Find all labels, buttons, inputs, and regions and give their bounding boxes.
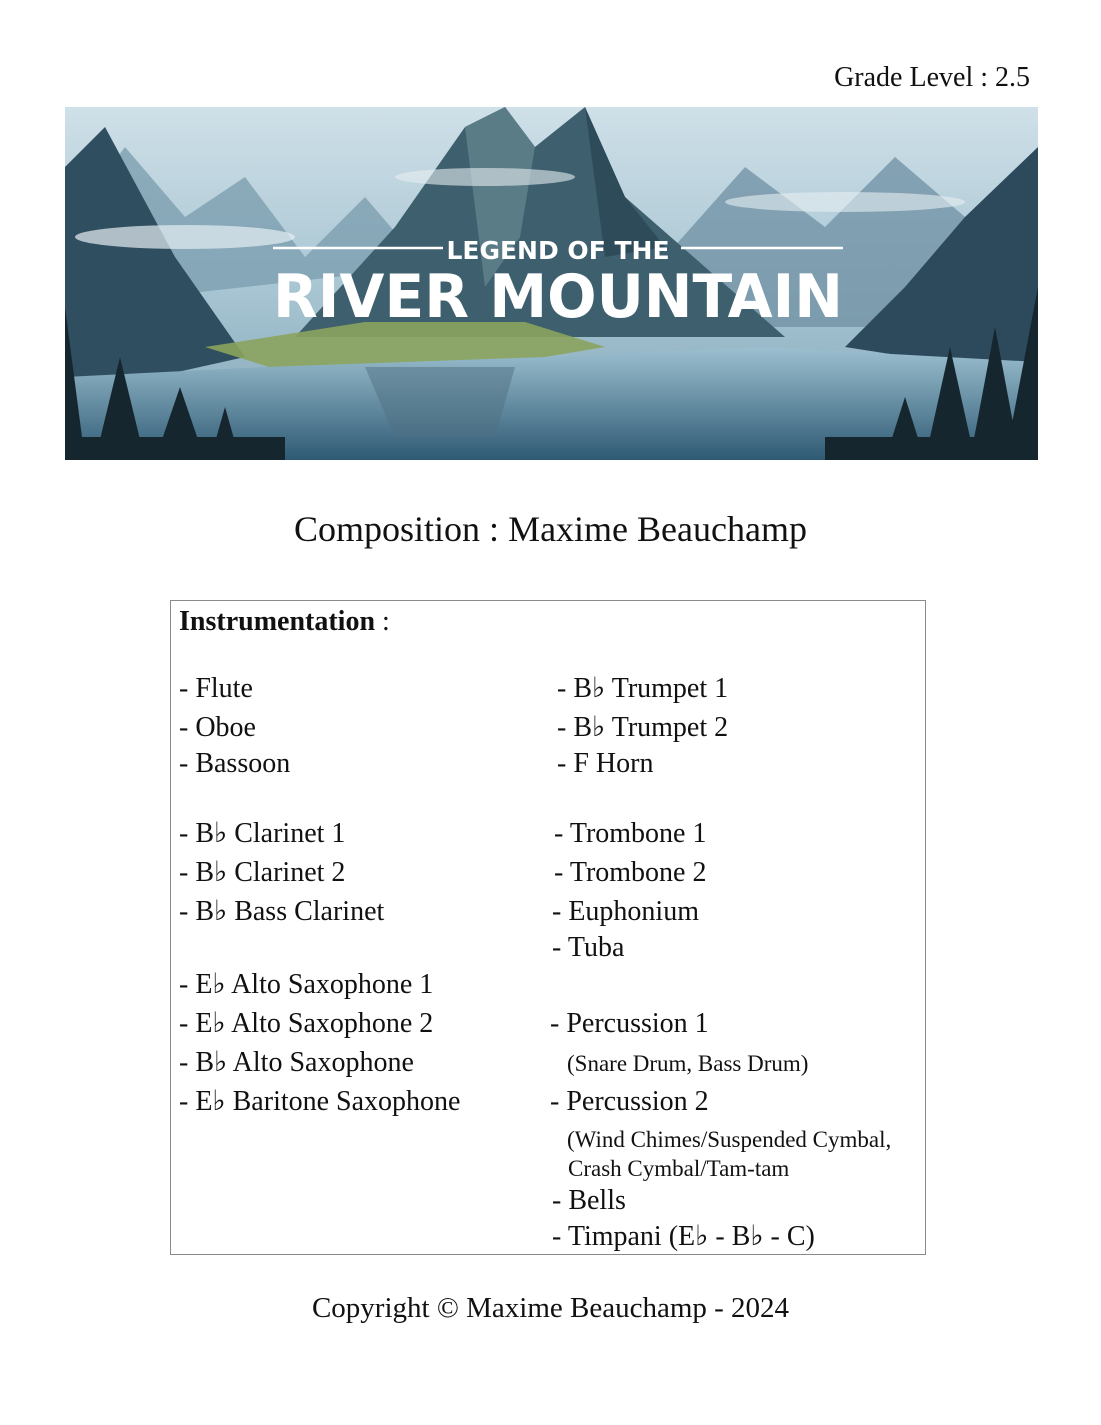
instrument-item: - B♭ Alto Saxophone: [179, 1047, 414, 1078]
instrument-item: - Trombone 2: [554, 857, 707, 888]
instrument-note: (Wind Chimes/Suspended Cymbal,: [567, 1127, 892, 1152]
instrument-item: - F Horn: [557, 748, 654, 779]
banner-title-top: LEGEND OF THE: [446, 236, 670, 265]
instrument-item: - E♭ Alto Saxophone 1: [179, 969, 434, 1000]
instrument-item: - Timpani (E♭ - B♭ - C): [552, 1221, 815, 1252]
copyright-notice: Copyright © Maxime Beauchamp - 2024: [311, 1292, 790, 1324]
instrumentation-heading: Instrumentation :: [179, 606, 390, 637]
grade-level: Grade Level : 2.5: [834, 62, 1030, 93]
instrument-item: - Flute: [179, 673, 253, 704]
instrument-item: - Oboe: [179, 712, 256, 743]
instrumentation-box: [170, 600, 926, 1255]
instrument-item: - Tuba: [552, 932, 625, 963]
instrument-item: - Bassoon: [179, 748, 291, 779]
instrument-item: - B♭ Clarinet 2: [179, 857, 346, 888]
banner-title-main: RIVER MOUNTAIN: [273, 262, 843, 332]
title-banner-image: [65, 107, 1038, 460]
instrument-item: - B♭ Clarinet 1: [179, 818, 346, 849]
instrument-item: - B♭ Trumpet 2: [557, 712, 729, 743]
instrument-item: - E♭ Baritone Saxophone: [179, 1086, 461, 1117]
instrument-item: - Euphonium: [552, 896, 699, 927]
instrument-note: Crash Cymbal/Tam-tam: [568, 1156, 790, 1181]
instrument-item: - B♭ Bass Clarinet: [179, 896, 385, 927]
instrument-item: - E♭ Alto Saxophone 2: [179, 1008, 434, 1039]
instrument-item: - Percussion 2: [550, 1086, 709, 1117]
instrument-item: - B♭ Trumpet 1: [557, 673, 729, 704]
composer-credit: Composition : Maxime Beauchamp: [294, 509, 807, 549]
instrument-item: - Bells: [552, 1185, 626, 1216]
instrument-item: - Trombone 1: [554, 818, 707, 849]
instrument-item: - Percussion 1: [550, 1008, 709, 1039]
instrument-note: (Snare Drum, Bass Drum): [567, 1051, 809, 1076]
